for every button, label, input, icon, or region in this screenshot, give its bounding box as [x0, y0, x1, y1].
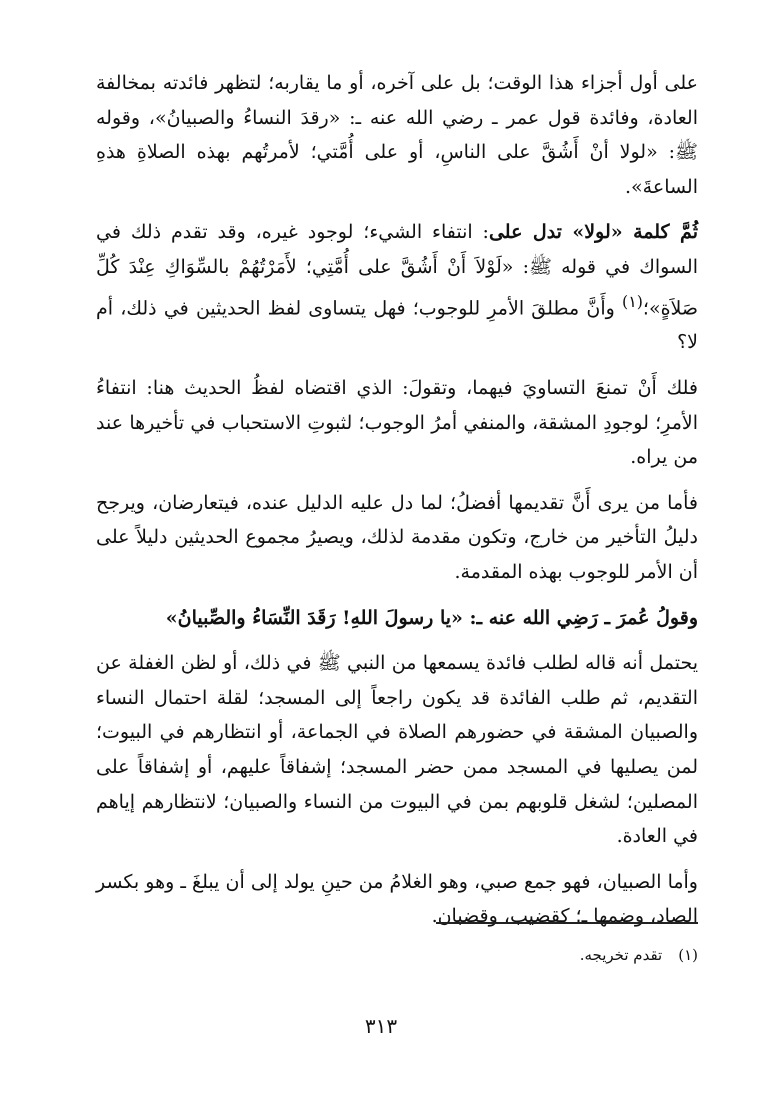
- footnote-reference: (١): [622, 291, 643, 311]
- paragraph-2-text: : انتفاء الشيء؛ لوجود غيره، وقد تقدم ذلك في السواك في قوله ﷺ: «لَوْلاَ أَنْ أَشُقَّ على أُمَّتِي؛ لأَمَرْتُهُمْ بالسِّوَاكِ عِنْدَ كُلِّ صَلاَةٍ»؛: [96, 221, 698, 319]
- page-number: ٣١٣: [364, 1014, 398, 1038]
- main-text: [96, 66, 698, 945]
- footnote-divider: [436, 922, 698, 924]
- section-heading: وقولُ عُمرَ ـ رَضِي الله عنه ـ: «يا رسولَ اللهِ! رَقَدَ النِّسَاءُ والصِّبيانُ»: [165, 606, 698, 629]
- paragraph-2-lead: ثُمَّ كلمة «لولا» تدل على: [488, 221, 698, 244]
- footnote: [300, 944, 698, 966]
- paragraph-5: يحتمل أنه قاله لطلب فائدة يسمعها من النبي ﷺ في ذلك، أو لظن الغفلة عن التقديم، ثم طلب الفائدة قد يكون راجعاً إلى المسجد؛ لقلة احتمال النساء والصبيان المشقة في حضورهم الصلاة في الجماعة، أو انتظارهم في البيوت؛ لمن يصليها في المسجد ممن حضر المسجد؛ إشفاقاً عليهم، أو إشفاقاً على المصلين؛ لشغل قلوبهم بمن في البيوت من النساء والصبيان؛ لانتظارهم إياهم في العادة.: [96, 652, 698, 848]
- footnote-number: (١): [678, 946, 698, 964]
- paragraph-2-tail: وأَنَّ مطلقَ الأمرِ للوجوب؛ فهل يتساوى لفظ الحديثين في ذلك، أم لا؟: [96, 296, 698, 354]
- paragraph-1: على أول أجزاء هذا الوقت؛ بل على آخره، أو ما يقاربه؛ لتظهر فائدته بمخالفة العادة، وفائدة قول عمر ـ رضي الله عنه ـ: «رقدَ النساءُ والصبيانُ»، وقوله ﷺ: «لولا أنْ أَشُقَّ على الناسِ، أو على أُمَّتي؛ لأمرتُهم بهذه الصلاةِ هذهِ الساعةَ».: [96, 72, 698, 198]
- paragraph-3: فلك أَنْ تمنعَ التساويَ فيهما، وتقولَ: الذي اقتضاه لفظُ الحديث هنا: انتفاءُ الأمرِ؛ لوجودِ المشقة، والمنفي أمرُ الوجوب؛ لثبوتِ الاستحباب في تأخيرها عند من يراه.: [96, 377, 698, 469]
- footnote-text: تقدم تخريجه.: [579, 946, 663, 964]
- paragraph-4: فأما من يرى أَنَّ تقديمها أفضلُ؛ لما دل عليه الدليل عنده، فيتعارضان، ويرجح دليلُ التأخير من خارج، وتكون مقدمة لذلك، ويصيرُ مجموع الحديثين دليلاً على أن الأمر للوجوب بهذه المقدمة.: [96, 491, 698, 584]
- paragraph-2: [96, 215, 698, 360]
- paragraph-6: وأما الصبيان، فهو جمع صبي، وهو الغلامُ من حينِ يولد إلى أن يبلغَ ـ وهو بكسر الصاد، وضمها ـ؛ كقضيب، وقضبان.: [96, 870, 698, 928]
